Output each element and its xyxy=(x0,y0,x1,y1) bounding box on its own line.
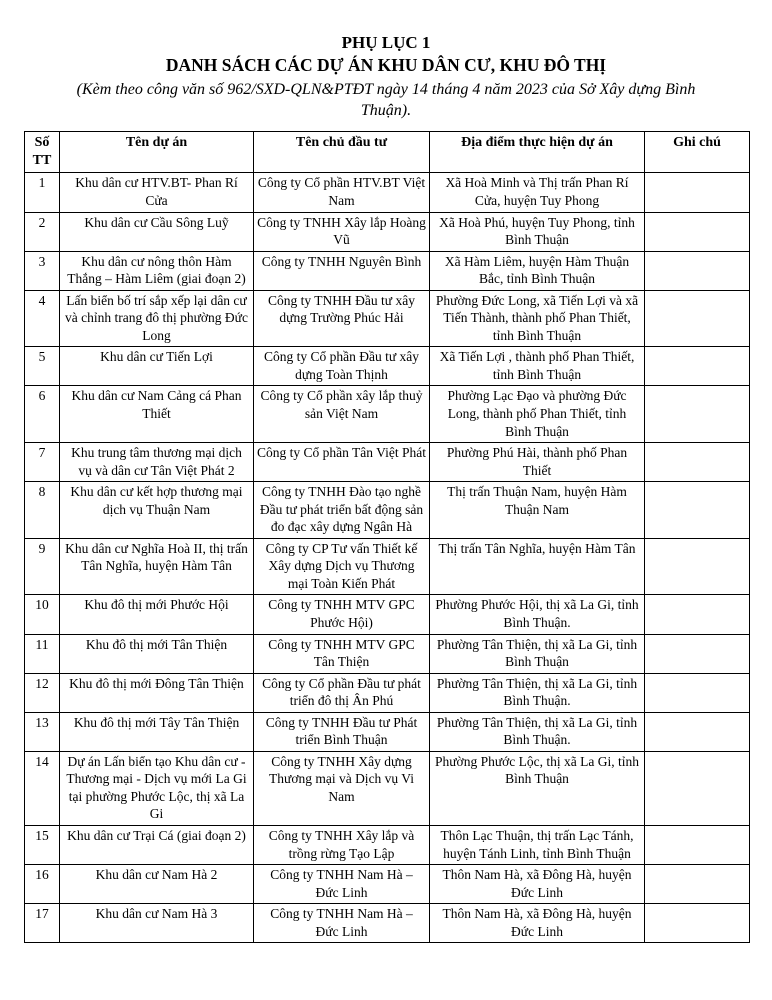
table-cell-stt: 3 xyxy=(25,251,60,290)
table-cell-chu_dau_tu: Công ty TNHH MTV GPC Tân Thiện xyxy=(254,634,430,673)
table-cell-stt: 1 xyxy=(25,173,60,212)
table-row xyxy=(25,751,750,825)
table-cell-chu_dau_tu: Công ty CP Tư vấn Thiết kế Xây dựng Dịch vụ Thương mại Toàn Kiến Phát xyxy=(254,538,430,595)
table-cell-dia_diem: Phường Phước Hội, thị xã La Gi, tỉnh Bình Thuận. xyxy=(430,595,645,634)
column-header-ghi_chu: Ghi chú xyxy=(645,132,750,173)
table-cell-chu_dau_tu: Công ty Cổ phần HTV.BT Việt Nam xyxy=(254,173,430,212)
table-body xyxy=(25,173,750,943)
table-cell-dia_diem: Phường Phước Lộc, thị xã La Gi, tỉnh Bình Thuận xyxy=(430,751,645,825)
table-cell-ghi_chu xyxy=(645,212,750,251)
document-note: (Kèm theo công văn số 962/SXD-QLN&PTĐT ngày 14 tháng 4 năm 2023 của Sở Xây dựng Bình Thuận). xyxy=(76,80,696,120)
table-cell-chu_dau_tu: Công ty Cổ phần xây lắp thuỷ sản Việt Nam xyxy=(254,386,430,443)
table-cell-chu_dau_tu: Công ty TNHH Xây lắp và trồng rừng Tạo Lập xyxy=(254,826,430,865)
table-row xyxy=(25,386,750,443)
table-cell-stt: 5 xyxy=(25,347,60,386)
table-row xyxy=(25,904,750,943)
table-cell-stt: 8 xyxy=(25,482,60,539)
table-cell-dia_diem: Xã Hàm Liêm, huyện Hàm Thuận Bắc, tỉnh Bình Thuận xyxy=(430,251,645,290)
table-row xyxy=(25,865,750,904)
projects-table xyxy=(24,131,750,943)
table-row xyxy=(25,290,750,347)
table-cell-chu_dau_tu: Công ty TNHH Đào tạo nghề Đầu tư phát triển bất động sản đo đạc xây dựng Ngân Hà xyxy=(254,482,430,539)
table-row xyxy=(25,712,750,751)
table-cell-ten_du_an: Khu đô thị mới Tân Thiện xyxy=(60,634,254,673)
table-cell-ten_du_an: Khu dân cư Trại Cá (giai đoạn 2) xyxy=(60,826,254,865)
table-cell-dia_diem: Phường Tân Thiện, thị xã La Gi, tỉnh Bình Thuận xyxy=(430,634,645,673)
column-header-dia_diem: Địa điểm thực hiện dự án xyxy=(430,132,645,173)
table-cell-chu_dau_tu: Công ty TNHH Xây lắp Hoàng Vũ xyxy=(254,212,430,251)
table-cell-ghi_chu xyxy=(645,904,750,943)
table-cell-ten_du_an: Khu trung tâm thương mại dịch vụ và dân cư Tân Việt Phát 2 xyxy=(60,443,254,482)
table-cell-ghi_chu xyxy=(645,173,750,212)
table-cell-ten_du_an: Khu dân cư Nghĩa Hoà II, thị trấn Tân Nghĩa, huyện Hàm Tân xyxy=(60,538,254,595)
table-cell-stt: 17 xyxy=(25,904,60,943)
table-cell-chu_dau_tu: Công ty TNHH Đầu tư xây dựng Trường Phúc Hải xyxy=(254,290,430,347)
table-cell-ghi_chu xyxy=(645,443,750,482)
table-cell-ghi_chu xyxy=(645,347,750,386)
table-cell-chu_dau_tu: Công ty TNHH Nguyên Bình xyxy=(254,251,430,290)
table-cell-ten_du_an: Dự án Lấn biển tạo Khu dân cư - Thương mại - Dịch vụ mới La Gi tại phường Phước Lộc, thị xã La Gi xyxy=(60,751,254,825)
table-cell-ghi_chu xyxy=(645,251,750,290)
table-cell-ten_du_an: Khu dân cư HTV.BT- Phan Rí Cửa xyxy=(60,173,254,212)
table-row xyxy=(25,482,750,539)
table-row xyxy=(25,634,750,673)
table-cell-chu_dau_tu: Công ty Cổ phần Đầu tư xây dựng Toàn Thịnh xyxy=(254,347,430,386)
table-cell-stt: 9 xyxy=(25,538,60,595)
table-cell-stt: 12 xyxy=(25,673,60,712)
table-row xyxy=(25,595,750,634)
table-cell-ten_du_an: Khu dân cư Cầu Sông Luỹ xyxy=(60,212,254,251)
table-cell-ten_du_an: Khu đô thị mới Phước Hội xyxy=(60,595,254,634)
table-cell-dia_diem: Phường Đức Long, xã Tiến Lợi và xã Tiến Thành, thành phố Phan Thiết, tỉnh Bình Thuận xyxy=(430,290,645,347)
table-cell-ten_du_an: Khu dân cư Nam Hà 2 xyxy=(60,865,254,904)
table-cell-stt: 7 xyxy=(25,443,60,482)
table-cell-dia_diem: Thôn Nam Hà, xã Đông Hà, huyện Đức Linh xyxy=(430,865,645,904)
table-cell-ten_du_an: Khu dân cư Nam Cảng cá Phan Thiết xyxy=(60,386,254,443)
table-cell-ten_du_an: Lấn biển bố trí sắp xếp lại dân cư và chỉnh trang đô thị phường Đức Long xyxy=(60,290,254,347)
table-cell-dia_diem: Phường Phú Hài, thành phố Phan Thiết xyxy=(430,443,645,482)
table-cell-ghi_chu xyxy=(645,826,750,865)
table-cell-chu_dau_tu: Công ty TNHH Nam Hà – Đức Linh xyxy=(254,865,430,904)
table-cell-ghi_chu xyxy=(645,751,750,825)
table-cell-stt: 4 xyxy=(25,290,60,347)
table-cell-stt: 15 xyxy=(25,826,60,865)
table-cell-ghi_chu xyxy=(645,865,750,904)
table-cell-stt: 6 xyxy=(25,386,60,443)
table-row xyxy=(25,251,750,290)
table-cell-dia_diem: Thị trấn Tân Nghĩa, huyện Hàm Tân xyxy=(430,538,645,595)
table-cell-chu_dau_tu: Công ty TNHH MTV GPC Phước Hội) xyxy=(254,595,430,634)
document-header xyxy=(0,32,772,122)
table-cell-stt: 2 xyxy=(25,212,60,251)
table-cell-ten_du_an: Khu đô thị mới Tây Tân Thiện xyxy=(60,712,254,751)
table-row xyxy=(25,538,750,595)
table-cell-dia_diem: Phường Lạc Đạo và phường Đức Long, thành phố Phan Thiết, tỉnh Bình Thuận xyxy=(430,386,645,443)
table-row xyxy=(25,173,750,212)
table-cell-dia_diem: Xã Hoà Minh và Thị trấn Phan Rí Cửa, huyện Tuy Phong xyxy=(430,173,645,212)
table-cell-ten_du_an: Khu dân cư Tiến Lợi xyxy=(60,347,254,386)
table-cell-stt: 11 xyxy=(25,634,60,673)
table-cell-dia_diem: Phường Tân Thiện, thị xã La Gi, tỉnh Bình Thuận. xyxy=(430,673,645,712)
table-cell-ten_du_an: Khu dân cư kết hợp thương mại dịch vụ Thuận Nam xyxy=(60,482,254,539)
table-cell-ghi_chu xyxy=(645,290,750,347)
table-cell-stt: 14 xyxy=(25,751,60,825)
table-cell-dia_diem: Xã Tiến Lợi , thành phố Phan Thiết, tỉnh Bình Thuận xyxy=(430,347,645,386)
table-cell-ghi_chu xyxy=(645,538,750,595)
table-cell-ghi_chu xyxy=(645,673,750,712)
column-header-ten_du_an: Tên dự án xyxy=(60,132,254,173)
page-title: DANH SÁCH CÁC DỰ ÁN KHU DÂN CƯ, KHU ĐÔ THỊ xyxy=(165,55,607,76)
table-row xyxy=(25,347,750,386)
table-cell-chu_dau_tu: Công ty Cổ phần Tân Việt Phát xyxy=(254,443,430,482)
table-row xyxy=(25,673,750,712)
table-cell-ten_du_an: Khu đô thị mới Đông Tân Thiện xyxy=(60,673,254,712)
table-cell-ten_du_an: Khu dân cư Nam Hà 3 xyxy=(60,904,254,943)
table-cell-chu_dau_tu: Công ty Cổ phần Đầu tư phát triển đô thị Ân Phú xyxy=(254,673,430,712)
table-cell-ghi_chu xyxy=(645,712,750,751)
table-cell-chu_dau_tu: Công ty TNHH Xây dựng Thương mại và Dịch vụ Vi Nam xyxy=(254,751,430,825)
table-head xyxy=(25,132,750,173)
column-header-stt: Số TT xyxy=(25,132,60,173)
table-cell-dia_diem: Xã Hoà Phú, huyện Tuy Phong, tỉnh Bình Thuận xyxy=(430,212,645,251)
table-cell-stt: 10 xyxy=(25,595,60,634)
table-cell-chu_dau_tu: Công ty TNHH Nam Hà – Đức Linh xyxy=(254,904,430,943)
table-header-row xyxy=(25,132,750,173)
table-cell-ghi_chu xyxy=(645,634,750,673)
table-cell-stt: 16 xyxy=(25,865,60,904)
table-cell-ghi_chu xyxy=(645,595,750,634)
table-row xyxy=(25,826,750,865)
appendix-title: PHỤ LỤC 1 xyxy=(341,33,431,52)
table-cell-ghi_chu xyxy=(645,386,750,443)
table-cell-chu_dau_tu: Công ty TNHH Đầu tư Phát triển Bình Thuận xyxy=(254,712,430,751)
table-row xyxy=(25,212,750,251)
table-cell-dia_diem: Thôn Lạc Thuận, thị trấn Lạc Tánh, huyện Tánh Linh, tỉnh Bình Thuận xyxy=(430,826,645,865)
column-header-chu_dau_tu: Tên chủ đầu tư xyxy=(254,132,430,173)
table-cell-dia_diem: Thôn Nam Hà, xã Đông Hà, huyện Đức Linh xyxy=(430,904,645,943)
table-cell-dia_diem: Phường Tân Thiện, thị xã La Gi, tỉnh Bình Thuận. xyxy=(430,712,645,751)
table-cell-dia_diem: Thị trấn Thuận Nam, huyện Hàm Thuận Nam xyxy=(430,482,645,539)
table-row xyxy=(25,443,750,482)
table-cell-ghi_chu xyxy=(645,482,750,539)
table-cell-ten_du_an: Khu dân cư nông thôn Hàm Thắng – Hàm Liêm (giai đoạn 2) xyxy=(60,251,254,290)
table-cell-stt: 13 xyxy=(25,712,60,751)
